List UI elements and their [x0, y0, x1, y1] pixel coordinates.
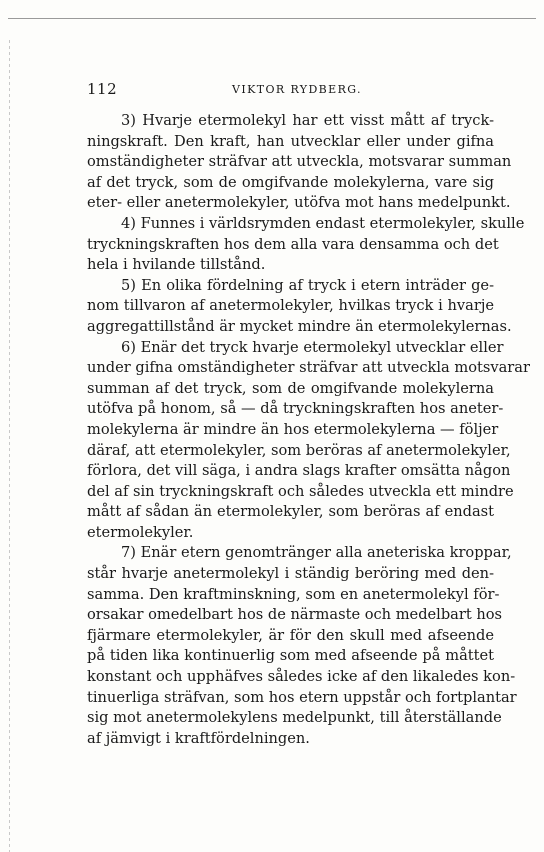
- text-line: 3) Hvarje etermolekyl har ett visst mått af tryck-: [121, 112, 494, 129]
- text-line: tryckningskraften hos dem alla vara densamma och det: [87, 235, 499, 253]
- text-line: summan af det tryck, som de omgifvande molekylerna: [87, 379, 494, 397]
- page-header: [87, 80, 502, 100]
- paragraph-5: [87, 276, 512, 338]
- text-line: 4) Funnes i världsrymden endast etermolekyler, skulle: [121, 214, 525, 232]
- text-line: förlora, det vill säga, i andra slags krafter omsätta någon: [87, 462, 511, 480]
- page-scan-edge: [9, 40, 10, 852]
- text-line: molekylerna är mindre än hos etermolekylerna — följer: [87, 420, 499, 438]
- text-line: ningskraft. Den kraft, han utvecklar eller under gifna: [87, 132, 494, 150]
- paragraph-4: [87, 214, 525, 276]
- text-line: mått af sådan än etermolekyler, som beröras af endast: [87, 503, 494, 521]
- paragraph-3: [87, 111, 512, 214]
- text-line: 7) Enär etern genomtränger alla aneteriska kroppar,: [121, 544, 512, 562]
- text-line: konstant och upphäfves således icke af den likaledes kon-: [87, 668, 516, 686]
- running-head: VIKTOR RYDBERG.: [232, 83, 362, 96]
- text-line: står hvarje anetermolekyl i ständig beröring med den-: [87, 565, 494, 583]
- page-number: 112: [87, 80, 118, 98]
- text-line: af det tryck, som de omgifvande molekylerna, vare sig: [87, 173, 494, 191]
- text-line: däraf, att etermolekyler, som beröras af anetermolekyler,: [87, 441, 511, 459]
- text-line: sig mot anetermolekylens medelpunkt, till återställande: [87, 709, 502, 727]
- paragraph-7: [87, 543, 517, 749]
- text-line: 5) En olika fördelning af tryck i etern inträder ge-: [121, 276, 494, 294]
- text-line: orsakar omedelbart hos de närmaste och medelbart hos: [87, 606, 503, 624]
- text-line: tinuerliga sträfvan, som hos etern uppstår och fortplantar: [87, 688, 517, 706]
- text-line: fjärmare etermolekyler, är för den skull med afseende: [87, 626, 494, 644]
- text-line: på tiden lika kontinuerlig som med afseende på måttet: [87, 647, 494, 665]
- text-line: under gifna omständigheter sträfvar att utveckla motsvarar: [87, 359, 530, 377]
- text-line: nom tillvaron af anetermolekyler, hvilkas tryck i hvarje: [87, 297, 494, 315]
- text-line: del af sin tryckningskraft och således utveckla ett mindre: [87, 482, 514, 500]
- text-line: aggregattillstånd är mycket mindre än etermolekylernas.: [87, 317, 512, 335]
- text-line: af jämvigt i kraftfördelningen.: [87, 729, 310, 747]
- text-line: samma. Den kraftminskning, som en anetermolekyl för-: [87, 585, 500, 603]
- text-line: 6) Enär det tryck hvarje etermolekyl utvecklar eller: [121, 338, 504, 356]
- paragraph-6: [87, 338, 530, 544]
- text-line: eter- eller anetermolekyler, utöfva mot hans medelpunkt.: [87, 194, 511, 212]
- text-line: hela i hvilande tillstånd.: [87, 256, 266, 274]
- text-line: utöfva på honom, så — då tryckningskraften hos aneter-: [87, 400, 504, 418]
- text-line: omständigheter sträfvar att utveckla, motsvarar summan: [87, 153, 512, 171]
- body-text: [87, 111, 530, 749]
- page-top-rule: [8, 18, 536, 19]
- text-line: etermolekyler.: [87, 523, 194, 541]
